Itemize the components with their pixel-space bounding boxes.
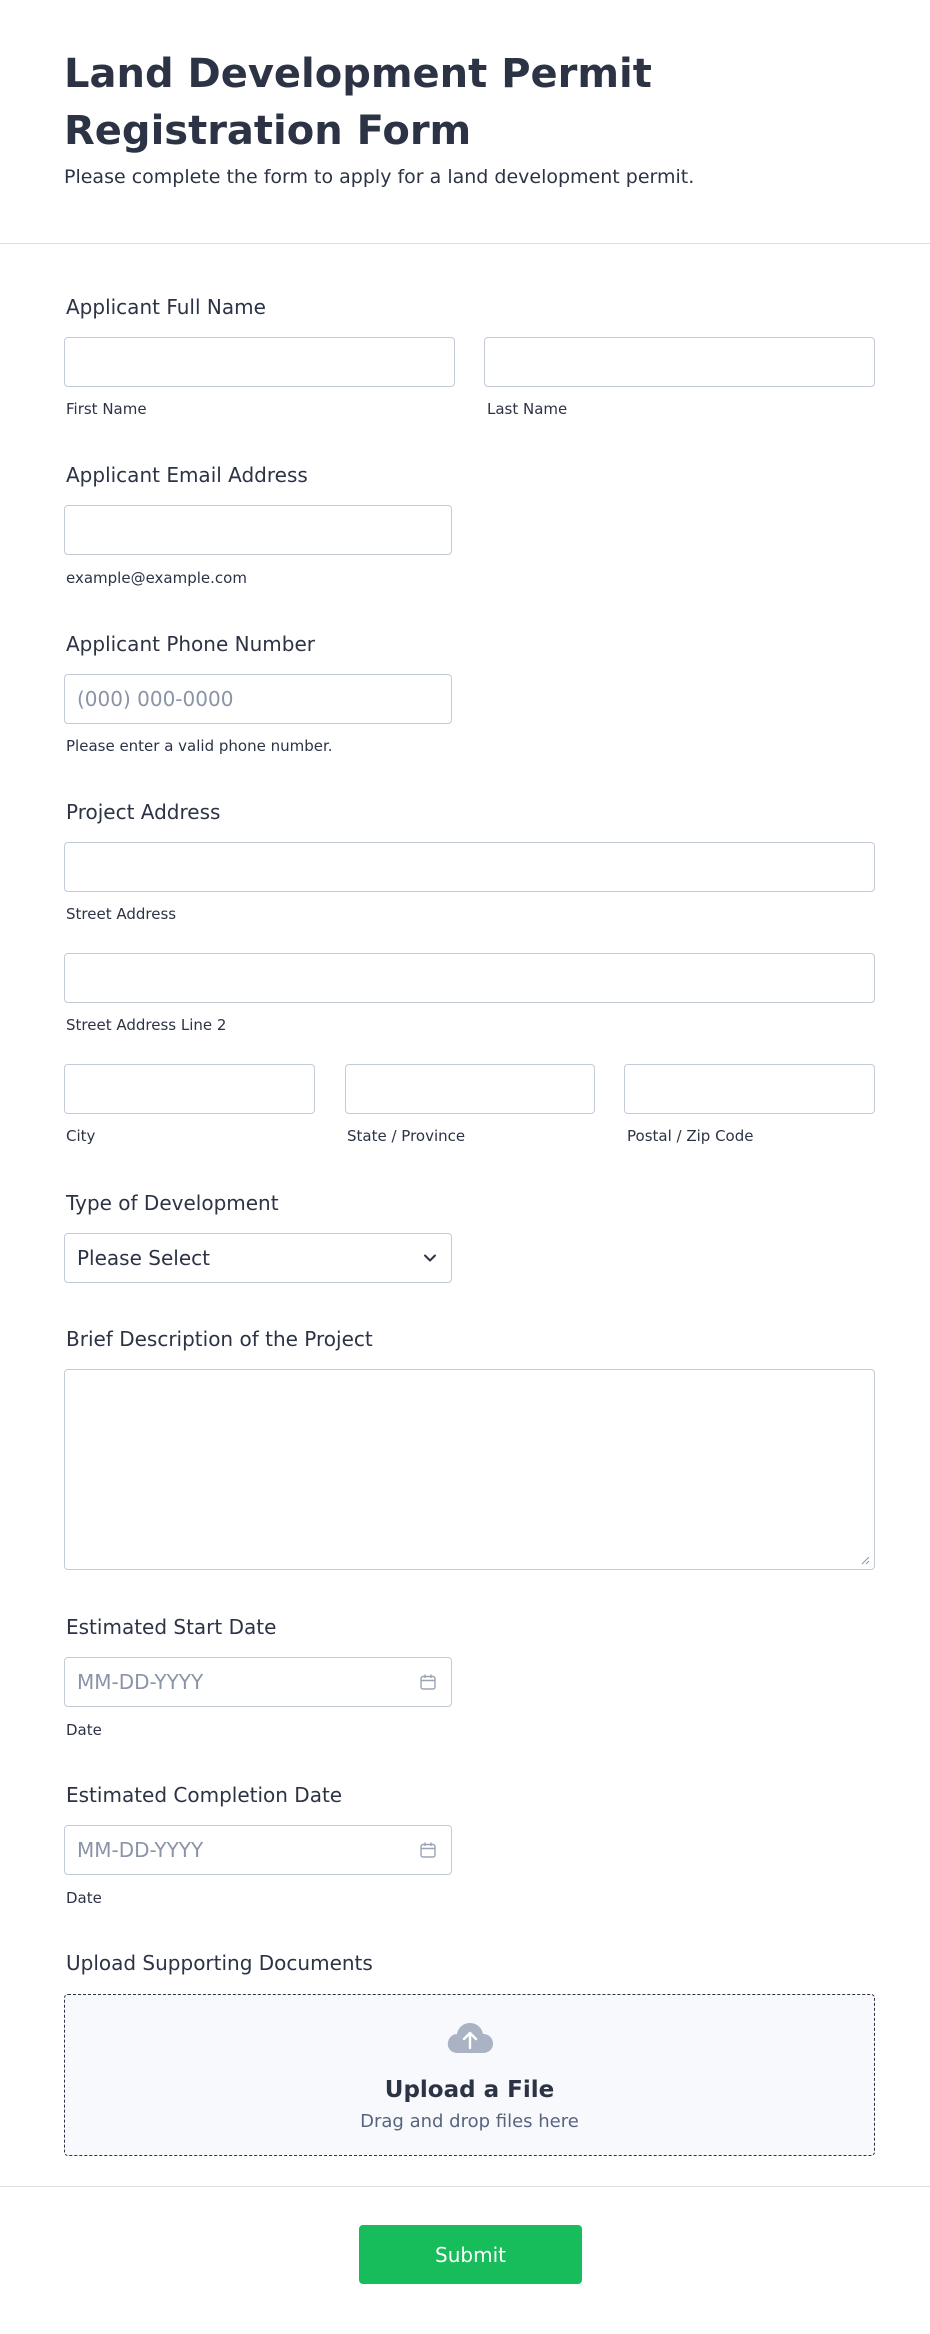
development-type-selected: Please Select: [77, 1246, 210, 1270]
phone-sublabel: Please enter a valid phone number.: [66, 737, 333, 755]
last-name-input[interactable]: [484, 337, 875, 387]
form-subtitle: Please complete the form to apply for a land development permit.: [64, 166, 695, 188]
submit-button[interactable]: Submit: [359, 2225, 582, 2284]
first-name-sublabel: First Name: [66, 400, 147, 418]
street-address-input[interactable]: [64, 842, 875, 892]
upload-label: Upload Supporting Documents: [66, 1951, 373, 1975]
upload-subtitle: Drag and drop files here: [360, 2111, 579, 2132]
street-address-sublabel: Street Address: [66, 905, 177, 923]
development-type-label: Type of Development: [66, 1191, 279, 1215]
resize-handle-icon[interactable]: [860, 1555, 870, 1565]
completion-date-input[interactable]: [64, 1825, 452, 1875]
description-textarea[interactable]: [64, 1369, 875, 1570]
cloud-upload-icon: [446, 2021, 494, 2055]
calendar-icon[interactable]: [419, 1673, 437, 1691]
zip-input[interactable]: [624, 1064, 875, 1114]
completion-date-label: Estimated Completion Date: [66, 1783, 343, 1807]
email-label: Applicant Email Address: [66, 463, 308, 487]
start-date-placeholder: MM-DD-YYYY: [77, 1670, 204, 1694]
form-title: Land Development Permit Registration Form: [64, 51, 652, 154]
phone-label: Applicant Phone Number: [66, 632, 315, 656]
development-type-select[interactable]: [64, 1233, 452, 1283]
email-sublabel: example@example.com: [66, 569, 247, 587]
completion-date-sublabel: Date: [66, 1889, 102, 1907]
completion-date-placeholder: MM-DD-YYYY: [77, 1838, 204, 1862]
state-input[interactable]: [345, 1064, 595, 1114]
chevron-down-icon: [423, 1251, 437, 1265]
state-sublabel: State / Province: [347, 1127, 466, 1145]
footer-divider: [0, 2186, 930, 2187]
street-address-line2-sublabel: Street Address Line 2: [66, 1016, 227, 1034]
file-upload-dropzone[interactable]: [64, 1994, 875, 2156]
address-label: Project Address: [66, 800, 221, 824]
street-address-line2-input[interactable]: [64, 953, 875, 1003]
start-date-input[interactable]: [64, 1657, 452, 1707]
form-header: [0, 0, 930, 244]
phone-input[interactable]: [64, 674, 452, 724]
calendar-icon[interactable]: [419, 1841, 437, 1859]
email-input[interactable]: [64, 505, 452, 555]
description-label: Brief Description of the Project: [66, 1327, 373, 1351]
city-sublabel: City: [66, 1127, 96, 1145]
first-name-input[interactable]: [64, 337, 455, 387]
zip-sublabel: Postal / Zip Code: [627, 1127, 754, 1145]
start-date-sublabel: Date: [66, 1721, 102, 1739]
city-input[interactable]: [64, 1064, 315, 1114]
last-name-sublabel: Last Name: [487, 400, 568, 418]
upload-title: Upload a File: [384, 2077, 555, 2103]
full-name-label: Applicant Full Name: [66, 295, 266, 319]
start-date-label: Estimated Start Date: [66, 1615, 277, 1639]
